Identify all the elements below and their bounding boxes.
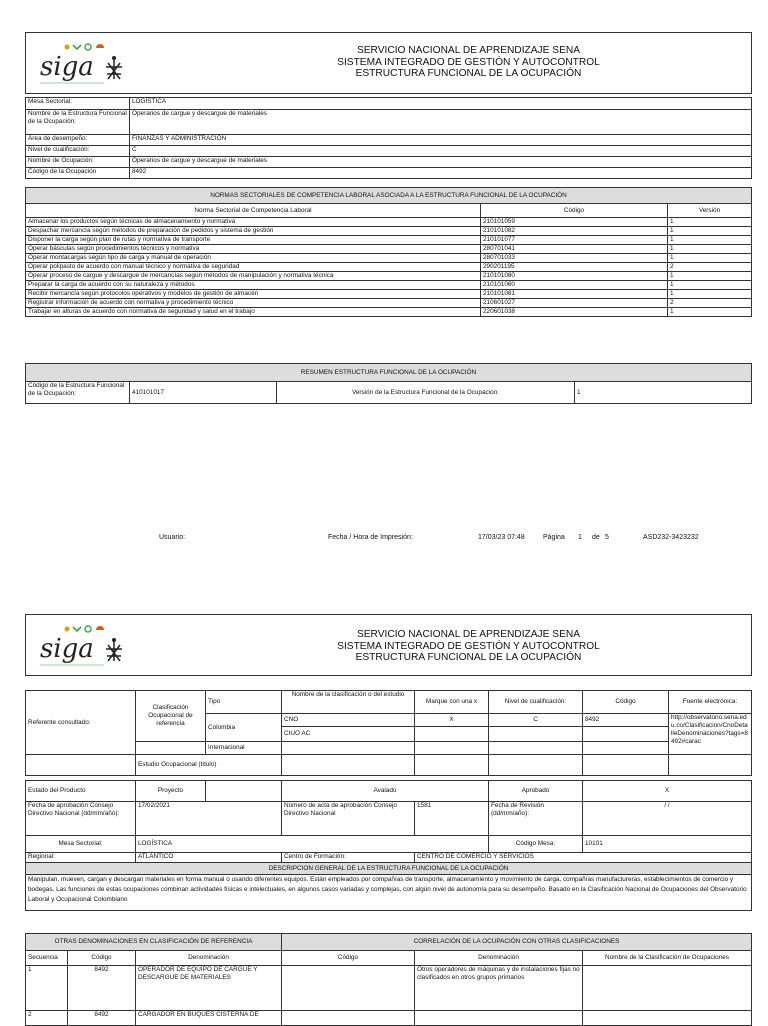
proyecto-label: Proyecto bbox=[136, 781, 206, 802]
header-titles bbox=[216, 629, 721, 664]
resumen-title-row bbox=[26, 364, 752, 382]
info-value: Operarios de cargue y descargue de materiales bbox=[130, 157, 752, 168]
footer-fecha-value: 17/03/23 07:48 bbox=[478, 534, 525, 541]
info-value: Operarios de cargue y descargue de materiales bbox=[130, 110, 752, 135]
version-cell: 1 bbox=[668, 245, 752, 254]
header-line2: SISTEMA INTEGRADO DE GESTIÓN Y AUTOCONTROL bbox=[337, 56, 600, 68]
codigo-cell: 210101082 bbox=[481, 227, 668, 236]
version-cell: 1 bbox=[668, 227, 752, 236]
resumen-row bbox=[26, 382, 752, 404]
siga-logo-icon bbox=[34, 39, 134, 89]
denominacion2-cell bbox=[415, 1011, 583, 1026]
info-value: FINANZAS Y ADMINISTRACIÓN bbox=[130, 135, 752, 146]
col-norma-header: Norma Sectorial de Competencia Laboral bbox=[26, 204, 481, 218]
codigo-cell: 8492 bbox=[68, 966, 136, 1011]
aprobado-label: Aprobado bbox=[489, 781, 583, 802]
footer bbox=[0, 534, 768, 546]
estudio-codigo bbox=[583, 755, 669, 776]
table-row bbox=[26, 281, 752, 290]
tipo-label: Tipo bbox=[206, 691, 282, 714]
marque-label: Marque con una x bbox=[415, 691, 489, 714]
table-row bbox=[26, 254, 752, 263]
version-cell: 1 bbox=[668, 254, 752, 263]
info-label: Código de la Ocupación bbox=[26, 168, 130, 179]
fecha-aprob-label: Fecha de aprobación Consejo Directivo Nacional (dd/mm/año): bbox=[26, 802, 136, 836]
resumen-codigo-value: 410101017 bbox=[130, 382, 277, 404]
codigo-cell: 210101081 bbox=[481, 290, 668, 299]
resumen-version-value: 1 bbox=[575, 382, 752, 404]
internacional-nombre bbox=[282, 742, 415, 755]
info-row bbox=[26, 168, 752, 179]
version-cell: 1 bbox=[668, 308, 752, 317]
header-titles bbox=[216, 45, 721, 80]
table-row bbox=[26, 245, 752, 254]
col-nombre-clasif: Nombre de la Clasificación de Ocupaciones bbox=[583, 951, 752, 966]
codigo-cell: 210601027 bbox=[481, 299, 668, 308]
footer-usuario-label: Usuario: bbox=[159, 534, 186, 541]
col-version-header: Versión bbox=[668, 204, 752, 218]
denominacion-cell: OPERADOR DE EQUIPO DE CARGUE Y DESCARGUE DE MATERIALES bbox=[136, 966, 282, 1011]
estado-label: Estado del Producto bbox=[26, 781, 136, 802]
ciuo-nivel bbox=[489, 727, 583, 742]
normas-title: NORMAS SECTORIALES DE COMPETENCIA LABORAL ASOCIADA A LA ESTRUCTURA FUNCIONAL DE LA OCUPACIÓN bbox=[26, 188, 752, 204]
col-denominacion: Denominación bbox=[136, 951, 282, 966]
footer-pagina-label: Página bbox=[543, 534, 565, 541]
info-value: 8492 bbox=[130, 168, 752, 179]
table-row bbox=[26, 236, 752, 245]
info-label: Nivel de cualificación: bbox=[26, 146, 130, 157]
norma-cell: Despachar mercancía según métodos de preparación de pedidos y sistema de gestión bbox=[26, 227, 481, 236]
norma-cell: Trabajar en alturas de acuerdo con normativa de seguridad y salud en el trabajo bbox=[26, 308, 481, 317]
info-row bbox=[26, 157, 752, 168]
internacional-codigo bbox=[583, 742, 669, 755]
ciuo-mark bbox=[415, 727, 489, 742]
info-row bbox=[26, 146, 752, 157]
regional-label: Regional: bbox=[26, 853, 136, 863]
desc-title: DESCRIPCION GENERAL DE LA ESTRUCTURA FUNCIONAL DE LA OCUPACIÓN bbox=[26, 863, 752, 875]
table-row bbox=[26, 966, 752, 1011]
header-line3: ESTRUCTURA FUNCIONAL DE LA OCUPACIÓN bbox=[355, 68, 582, 79]
colombia-label: Colombia bbox=[206, 714, 282, 742]
info-value: LOGÍSTICA bbox=[130, 98, 752, 110]
normas-header-row bbox=[26, 204, 752, 218]
proyecto-mark bbox=[206, 781, 282, 802]
info-row bbox=[26, 110, 752, 135]
nombre-cell bbox=[583, 966, 752, 1011]
col-secuencia: Secuencia bbox=[26, 951, 68, 966]
norma-cell: Preparar la carga de acuerdo con su naturaleza y métodos bbox=[26, 281, 481, 290]
internacional-label: Internacional bbox=[206, 742, 282, 755]
fuente-label: Fuente electrónica: bbox=[669, 691, 752, 714]
normas-body bbox=[26, 218, 752, 317]
norma-cell: Disponer la carga según plan de rutas y normativa de transporte bbox=[26, 236, 481, 245]
version-cell: 2 bbox=[668, 299, 752, 308]
estudio-nivel bbox=[489, 755, 583, 776]
estudio-mark bbox=[415, 755, 489, 776]
norma-cell: Operar proceso de cargue y descargue de mercancías según métodos de manipulación y normativa técnica bbox=[26, 272, 481, 281]
cno-nivel: C bbox=[489, 714, 583, 727]
referente-table bbox=[25, 690, 752, 776]
table-row bbox=[26, 299, 752, 308]
page1-header bbox=[25, 32, 752, 94]
estudio-empty bbox=[26, 755, 136, 776]
codigo-cell: 290201195 bbox=[481, 263, 668, 272]
norma-cell: Recibir mercancía según protocolos operativos y modelos de gestión de almacén bbox=[26, 290, 481, 299]
info-label: Nombre de la Estructura Funcional de la Ocupación: bbox=[26, 110, 130, 135]
col-codigo-header: Código bbox=[481, 204, 668, 218]
table-row bbox=[26, 227, 752, 236]
resumen-codigo-label: Código de la Estructura Funcional de la Ocupación: bbox=[26, 382, 130, 404]
footer-total-pages: 5 bbox=[605, 534, 609, 541]
codigo-mesa-label: Código Mesa: bbox=[489, 836, 583, 853]
version-cell: 2 bbox=[668, 263, 752, 272]
ciuo-label: CIUO AC bbox=[282, 727, 415, 742]
info-table bbox=[25, 97, 752, 179]
version-cell: 1 bbox=[668, 290, 752, 299]
internacional-mark bbox=[415, 742, 489, 755]
codigo2-cell bbox=[282, 1011, 415, 1026]
table-row bbox=[26, 263, 752, 272]
codigo-cell: 280701033 bbox=[481, 254, 668, 263]
otras-title: OTRAS DENOMINACIONES EN CLASIFICACIÓN DE REFERENCIA bbox=[26, 934, 282, 951]
nombre-clasif-label: Nombre de la clasificación o del estudio bbox=[282, 691, 415, 714]
revision-value: / / bbox=[583, 802, 752, 836]
estudio-label: Estudio Ocupacional (título) bbox=[136, 755, 282, 776]
clasif-label: Clasificación Ocupacional de referencia bbox=[136, 691, 206, 742]
table-row bbox=[26, 218, 752, 227]
ciuo-codigo bbox=[583, 727, 669, 742]
aprobado-mark: X bbox=[583, 781, 752, 802]
info-label: Nombre de Ocupación: bbox=[26, 157, 130, 168]
codigo-mesa-value: 10101 bbox=[583, 836, 752, 853]
norma-cell: Operar polipasto de acuerdo con manual técnico y normativa de seguridad bbox=[26, 263, 481, 272]
codigo-cell: 210101077 bbox=[481, 236, 668, 245]
estudio-fuente bbox=[669, 755, 752, 776]
resumen-table bbox=[25, 363, 752, 404]
clasif-empty bbox=[136, 742, 206, 755]
codigo-cell: 220601038 bbox=[481, 308, 668, 317]
codigo-cell: 8492 bbox=[68, 1011, 136, 1026]
info-label: Área de desempeño: bbox=[26, 135, 130, 146]
seq-cell: 2 bbox=[26, 1011, 68, 1026]
col-codigo2: Código bbox=[282, 951, 415, 966]
codigo-cell: 210101060 bbox=[481, 281, 668, 290]
footer-pagina-value: 1 bbox=[578, 534, 582, 541]
desc-text: Manipulan, mueven, cargan y descargan materiales en forma manual o usando diferentes equipos. Están empleados por compañías de transporte, almacenamiento y movimiento de carga, compañías manufactureras, establecimientos de comercio y bodegas. Las funciones de estas ocupaciones combinan actividades físicas e intelectuales, en algunos casos variadas y complejas, con algún nivel de autonomía para su desempeño. Basado en la Clasificación Nacional de Ocupaciones del Observatorio Laboral y Ocupacional Colombiano bbox=[26, 875, 752, 911]
resumen-version-label: Versión de la Estructura Funcional de la Ocupación: bbox=[277, 382, 575, 404]
cno-label: CNO bbox=[282, 714, 415, 727]
col-codigo: Código bbox=[68, 951, 136, 966]
estudio-nombre bbox=[282, 755, 415, 776]
version-cell: 1 bbox=[668, 281, 752, 290]
cno-mark: X bbox=[415, 714, 489, 727]
revision-label: Fecha de Revisión (dd/mm/año): bbox=[489, 802, 583, 836]
footer-de-label: de bbox=[592, 534, 600, 541]
internacional-nivel bbox=[489, 742, 583, 755]
svg-text:siga: siga bbox=[40, 634, 94, 664]
cno-codigo: 8492 bbox=[583, 714, 669, 727]
codigo-cell: 280701041 bbox=[481, 245, 668, 254]
normas-table bbox=[25, 187, 752, 317]
regional-value: ATLÁNTICO bbox=[136, 853, 282, 863]
resumen-title: RESUMEN ESTRUCTURA FUNCIONAL DE LA OCUPACIÓN bbox=[26, 364, 752, 382]
info-value: C bbox=[130, 146, 752, 157]
centro-label: Centro de Formación: bbox=[282, 853, 415, 863]
norma-cell: Operar básculas según procedimientos técnicos y normativa bbox=[26, 245, 481, 254]
codigo-label: Código bbox=[583, 691, 669, 714]
acta-label: Número de acta de aprobación Consejo Directivo Nacional bbox=[282, 802, 415, 836]
seq-cell: 1 bbox=[26, 966, 68, 1011]
acta-value: 1581 bbox=[415, 802, 489, 836]
table-row bbox=[26, 1011, 752, 1026]
nivel-label: Nivel de cualificación: bbox=[489, 691, 583, 714]
centro-value: CENTRO DE COMERCIO Y SERVICIOS bbox=[415, 853, 752, 863]
table-row bbox=[26, 290, 752, 299]
correl-title: CORRELACIÓN DE LA OCUPACIÓN CON OTRAS CLASIFICACIONES bbox=[282, 934, 752, 951]
table-row bbox=[26, 308, 752, 317]
norma-cell: Almacenar los productos según técnicas de almacenamiento y normativa bbox=[26, 218, 481, 227]
footer-doc-code: ASD232-3423232 bbox=[643, 534, 699, 541]
mesa-value: LOGÍSTICA bbox=[136, 836, 489, 853]
normas-title-row bbox=[26, 188, 752, 204]
header-line3: ESTRUCTURA FUNCIONAL DE LA OCUPACIÓN bbox=[355, 652, 582, 663]
header-line2: SISTEMA INTEGRADO DE GESTIÓN Y AUTOCONTROL bbox=[337, 640, 600, 652]
fecha-aprob-value: 17/02/2021 bbox=[136, 802, 282, 836]
denominacion-cell: CARGADOR EN BUQUES CISTERNA DE bbox=[136, 1011, 282, 1026]
info-row bbox=[26, 98, 752, 110]
footer-fecha-label: Fecha / Hora de Impresión: bbox=[328, 534, 413, 541]
otras-table bbox=[25, 933, 752, 1026]
codigo-cell: 210101080 bbox=[481, 272, 668, 281]
norma-cell: Operar montacargas según tipo de carga y manual de operación bbox=[26, 254, 481, 263]
table-row bbox=[26, 272, 752, 281]
page2-header bbox=[25, 614, 752, 676]
mesa-label: Mesa Sectorial: bbox=[26, 836, 136, 853]
siga-logo-icon bbox=[34, 621, 134, 671]
info-row bbox=[26, 135, 752, 146]
info-label: Mesa Sectorial: bbox=[26, 98, 130, 110]
norma-cell: Registrar información de acuerdo con normativa y procedimiento técnico bbox=[26, 299, 481, 308]
col-denominacion2: Denominación bbox=[415, 951, 583, 966]
estado-table bbox=[25, 780, 752, 911]
header-line1: SERVICIO NACIONAL DE APRENDIZAJE SENA bbox=[356, 45, 581, 56]
version-cell: 1 bbox=[668, 272, 752, 281]
denominacion2-cell: Otros operadores de máquinas y de instalaciones fijas no clasificados en otros grupos primarios bbox=[415, 966, 583, 1011]
svg-text:siga: siga bbox=[40, 52, 94, 82]
version-cell: 1 bbox=[668, 218, 752, 227]
referente-label: Referente consultado: bbox=[26, 691, 136, 755]
fuente-link[interactable]: http://observatorio.sena.edu.co/Clasificacion/CnoDetalleDenominaciones?tags=8492#carac bbox=[669, 714, 752, 755]
codigo-cell: 210101059 bbox=[481, 218, 668, 227]
avalado-label: Avalado bbox=[282, 781, 489, 802]
header-line1: SERVICIO NACIONAL DE APRENDIZAJE SENA bbox=[356, 629, 581, 640]
codigo2-cell bbox=[282, 966, 415, 1011]
version-cell: 1 bbox=[668, 236, 752, 245]
nombre-cell bbox=[583, 1011, 752, 1026]
